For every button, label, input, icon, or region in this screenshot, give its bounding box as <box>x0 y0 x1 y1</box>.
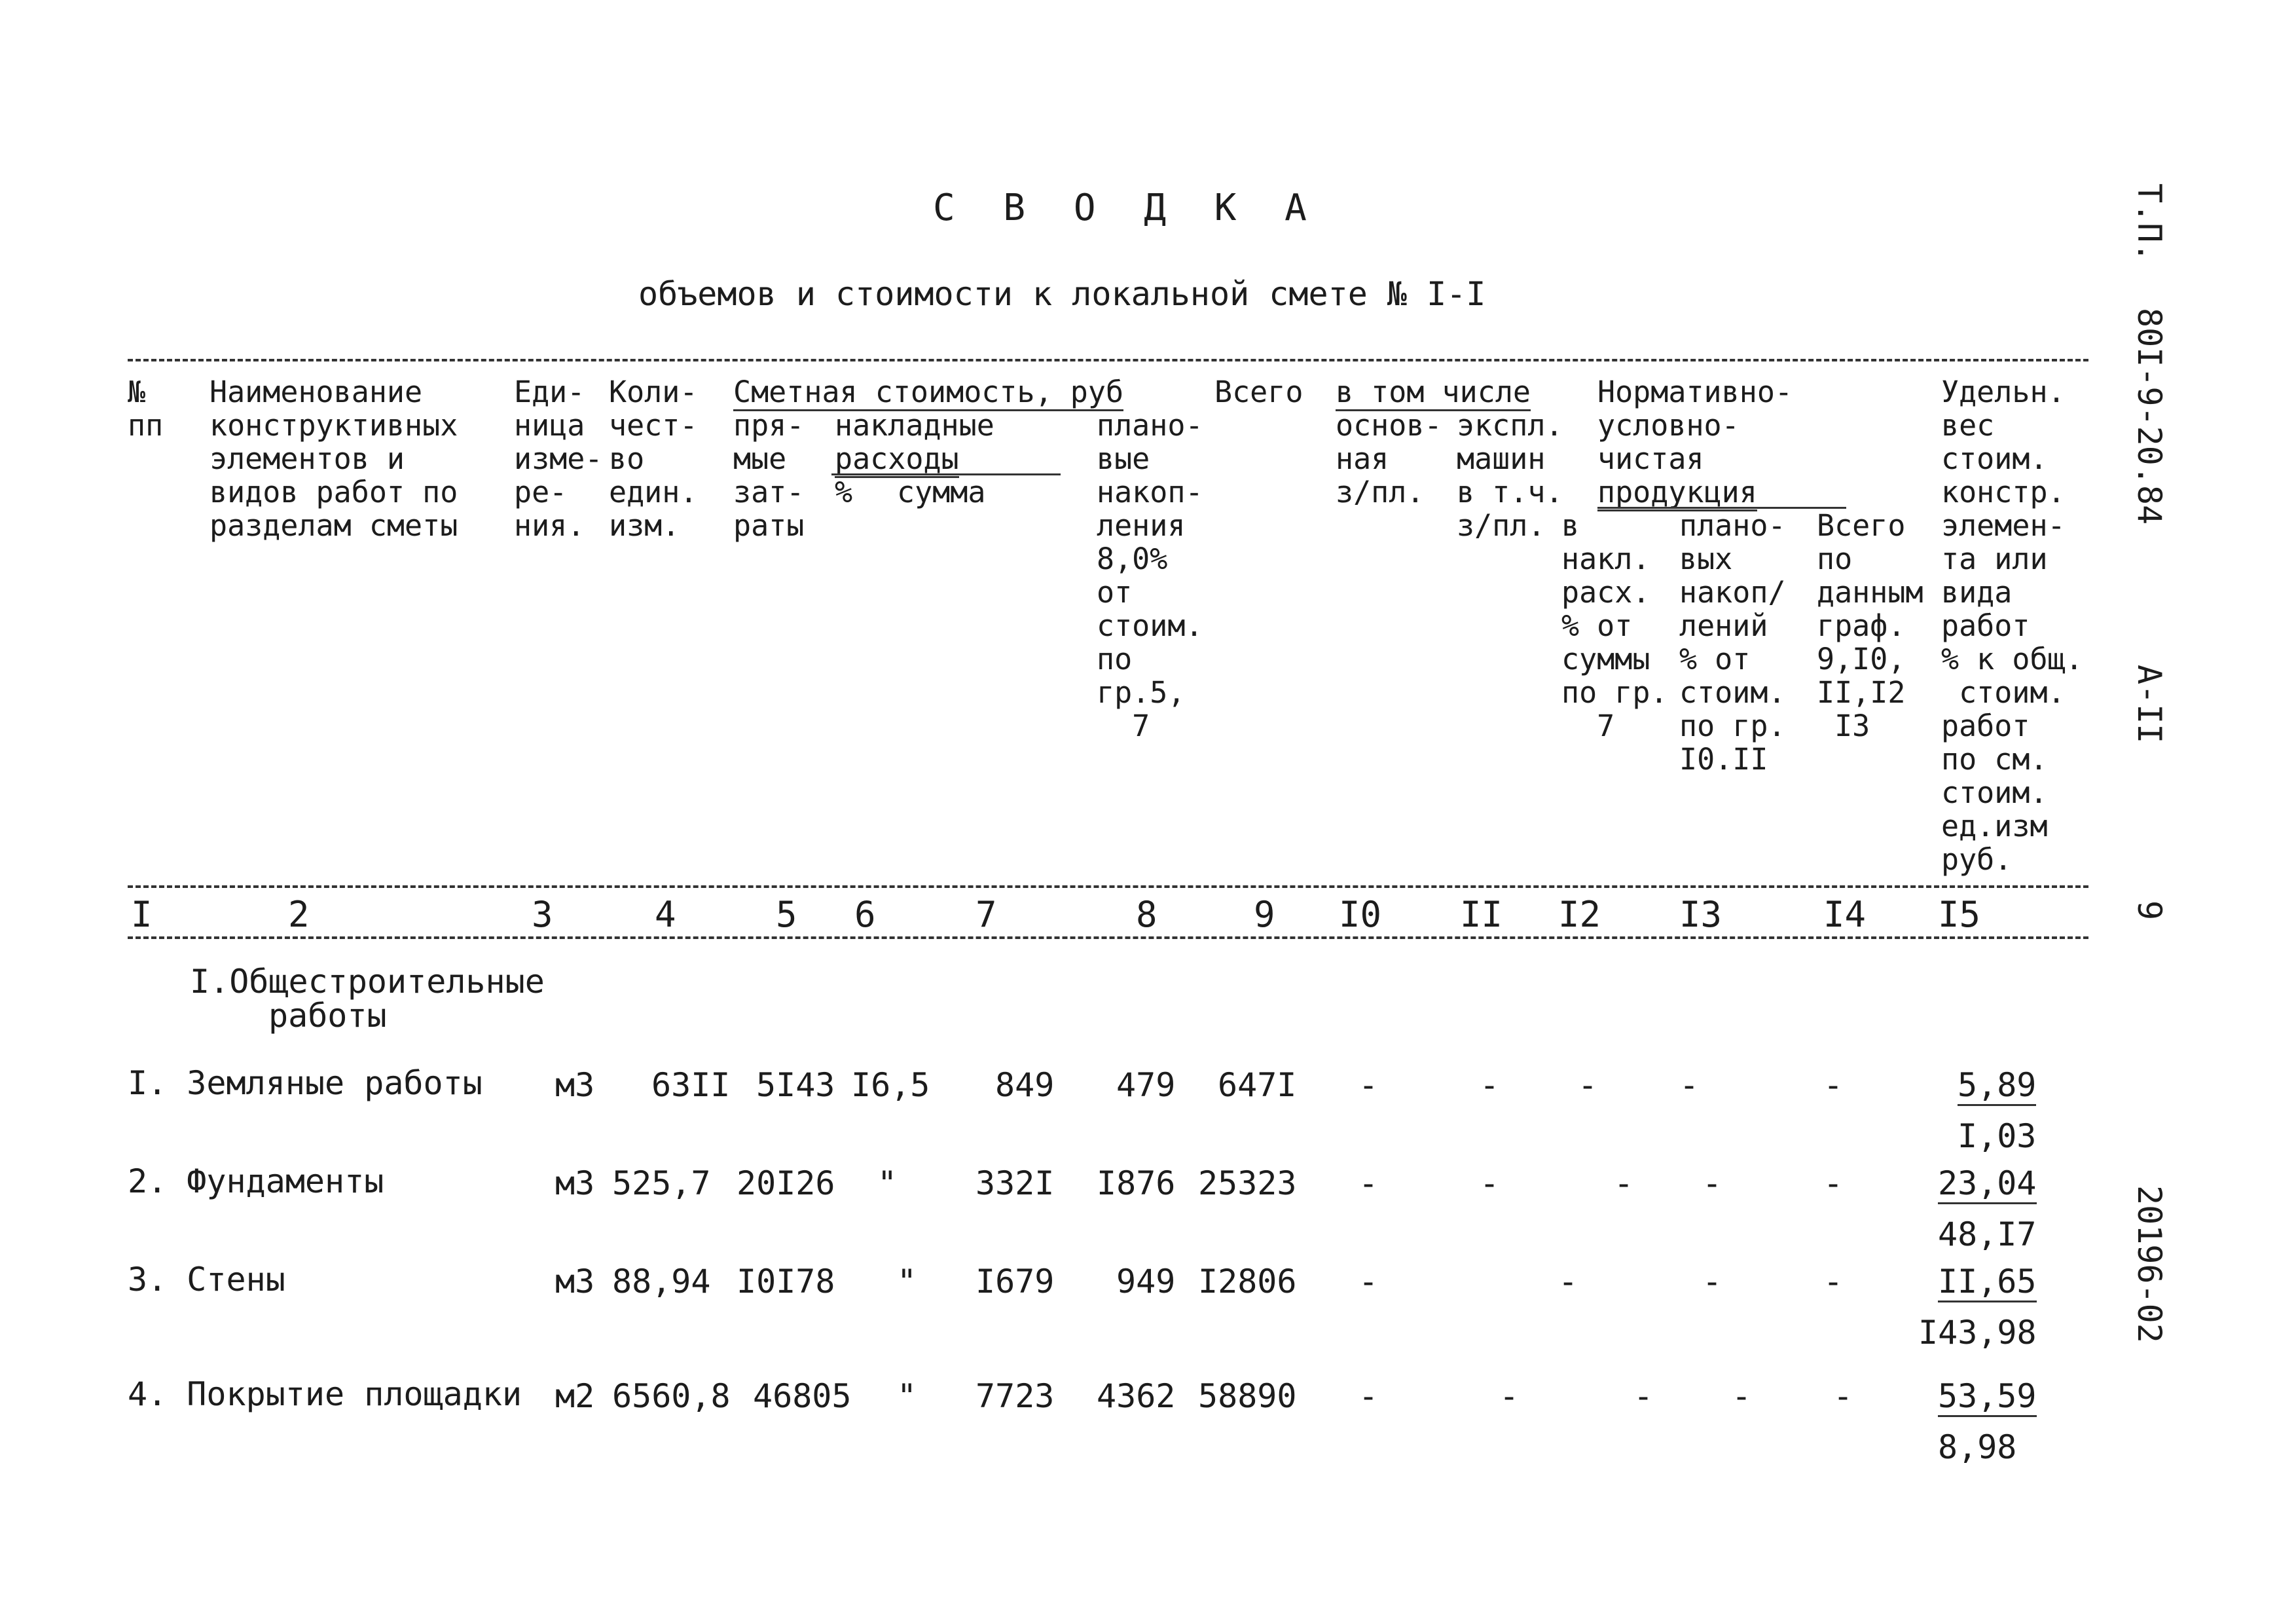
colnum-top-rule <box>128 885 2088 888</box>
section-title: I.Общестроительные <box>190 963 545 1001</box>
row1-dash: - <box>1578 1066 1598 1104</box>
row3-dash: - <box>1358 1263 1379 1301</box>
row4-overhead-sum: 7723 <box>975 1377 1055 1415</box>
col-number-3: 3 <box>532 894 553 935</box>
col-number-14: I4 <box>1823 894 1867 935</box>
colnum-bottom-rule <box>128 936 2088 939</box>
row4-quantity: 6560,8 <box>612 1377 731 1415</box>
header-col-total: Всего <box>1214 375 1303 409</box>
row1-overhead-pct: I6,5 <box>851 1066 930 1104</box>
col-number-10: I0 <box>1339 894 1382 935</box>
row1-dash: - <box>1679 1066 1700 1104</box>
row3-name: 3. Стены <box>128 1261 285 1299</box>
header-group-normative: Нормативно- условно- чистая <box>1597 375 1793 476</box>
row3-ratio-numerator: II,65 <box>1938 1263 2037 1301</box>
header-col-direct-costs: пря- мые зат- раты <box>733 408 805 543</box>
row3-dash: - <box>1702 1263 1722 1301</box>
row4-direct-costs: 46805 <box>753 1377 852 1415</box>
header-top-rule <box>128 359 2088 361</box>
margin-order-number: 20196-02 <box>2130 1185 2168 1343</box>
header-col-unit: Еди- ница изме- ре- ния. <box>514 375 603 543</box>
row2-dash: - <box>1823 1164 1844 1202</box>
row2-quantity: 525,7 <box>612 1164 711 1202</box>
row1-ratio-denominator: I,03 <box>1958 1117 2037 1155</box>
row1-dash: - <box>1480 1066 1500 1104</box>
row3-unit: м3 <box>555 1263 595 1301</box>
margin-album: А-II <box>2130 665 2168 744</box>
col-number-11: II <box>1460 894 1503 935</box>
row2-dash: - <box>1480 1164 1500 1202</box>
row3-dash: - <box>1823 1263 1844 1301</box>
col-number-5: 5 <box>776 894 797 935</box>
col-number-6: 6 <box>854 894 876 935</box>
row4-dash: - <box>1732 1377 1752 1415</box>
header-group-overheads: накладные <box>835 408 994 443</box>
col-number-12: I2 <box>1558 894 1601 935</box>
header-group-estimate-cost: Сметная стоимость, руб <box>733 375 1123 409</box>
header-col-name: Наименование конструктивных элементов и видов работ по разделам сметы <box>210 375 458 543</box>
row4-dash: - <box>1358 1377 1379 1415</box>
header-col-base-wages: основ- ная з/пл. <box>1336 408 1442 509</box>
row4-ratio-numerator: 53,59 <box>1938 1377 2037 1415</box>
row3-overhead-sum: I679 <box>975 1263 1055 1301</box>
row2-planned-savings: I876 <box>1097 1164 1176 1202</box>
col-number-7: 7 <box>975 894 997 935</box>
header-col-total-by-columns: Всего по данным граф. 9,I0, II,I2 I3 <box>1817 508 1923 743</box>
col-number-1: I <box>131 894 153 935</box>
header-col-overhead-sum: сумма <box>897 475 986 509</box>
row2-direct-costs: 20I26 <box>737 1164 835 1202</box>
row1-total: 647I <box>1218 1066 1297 1104</box>
header-col-overhead-wages: в накл. расх. % от суммы по гр. 7 <box>1561 508 1668 743</box>
row4-planned-savings: 4362 <box>1097 1377 1176 1415</box>
row2-overhead-pct: " <box>877 1164 898 1202</box>
row1-ratio-numerator: 5,89 <box>1958 1066 2036 1104</box>
row2-overhead-sum: 332I <box>975 1164 1055 1202</box>
row2-name: 2. Фундаменты <box>128 1162 384 1200</box>
row4-dash: - <box>1833 1377 1853 1415</box>
row4-ratio-denominator: 8,98 <box>1938 1428 2017 1466</box>
row3-total: I2806 <box>1198 1263 1297 1301</box>
header-group-including: в том числе <box>1336 375 1531 409</box>
document-title: С В О Д К А <box>933 187 1320 229</box>
row3-planned-savings: 949 <box>1116 1263 1176 1301</box>
row2-dash: - <box>1614 1164 1634 1202</box>
col-number-13: I3 <box>1679 894 1722 935</box>
row1-dash: - <box>1823 1066 1844 1104</box>
row1-unit: м3 <box>555 1066 595 1104</box>
row4-overhead-pct: " <box>897 1377 917 1415</box>
row3-ratio-denominator: I43,98 <box>1918 1314 2037 1352</box>
document-subtitle: объемов и стоимости к локальной смете № I-I <box>638 275 1486 313</box>
row3-overhead-pct: " <box>897 1263 917 1301</box>
margin-code: 80I-9-20.84 <box>2130 308 2168 525</box>
header-col-quantity: Коли- чест- во един. изм. <box>609 375 698 543</box>
header-col-planned-accumulations: плано- вых накоп/ лений % от стоим. по гр. I0.II <box>1679 508 1786 777</box>
margin-tp: Т.П. <box>2130 183 2168 263</box>
row4-total: 58890 <box>1198 1377 1297 1415</box>
col-number-8: 8 <box>1136 894 1157 935</box>
row2-ratio-numerator: 23,04 <box>1938 1164 2037 1202</box>
row2-ratio-denominator: 48,I7 <box>1938 1215 2037 1253</box>
margin-page-number: 9 <box>2130 900 2168 921</box>
col-number-9: 9 <box>1254 894 1275 935</box>
row2-dash: - <box>1702 1164 1722 1202</box>
row1-quantity: 63II <box>651 1066 731 1104</box>
section-title-line2: работы <box>268 997 387 1035</box>
header-col-planned-savings: плано- вые накоп- ления 8,0% от стоим. по гр.5, 7 <box>1097 408 1203 743</box>
col-number-15: I5 <box>1938 894 1981 935</box>
row3-quantity: 88,94 <box>612 1263 711 1301</box>
header-col-number: № пп <box>128 375 164 443</box>
row2-unit: м3 <box>555 1164 595 1202</box>
row2-dash: - <box>1358 1164 1379 1202</box>
row1-planned-savings: 479 <box>1116 1066 1176 1104</box>
row4-dash: - <box>1499 1377 1520 1415</box>
row1-overhead-sum: 849 <box>995 1066 1055 1104</box>
header-group-overheads-2: расходы <box>835 442 959 475</box>
row1-direct-costs: 5I43 <box>756 1066 835 1104</box>
header-col-machine-operation: экспл. машин в т.ч. з/пл. <box>1457 408 1563 543</box>
col-number-2: 2 <box>288 894 310 935</box>
row3-dash: - <box>1558 1263 1578 1301</box>
col-number-4: 4 <box>655 894 676 935</box>
header-col-overhead-pct: % <box>835 475 853 509</box>
row2-total: 25323 <box>1198 1164 1297 1202</box>
row3-direct-costs: I0I78 <box>737 1263 835 1301</box>
row1-dash: - <box>1358 1066 1379 1104</box>
row4-name: 4. Покрытие площадки <box>128 1375 522 1413</box>
row1-name: I. Земляные работы <box>128 1064 483 1102</box>
row4-unit: м2 <box>555 1377 595 1415</box>
header-group-production: продукция <box>1597 475 1757 509</box>
row4-dash: - <box>1633 1377 1654 1415</box>
header-col-specific-weight: Удельн. вес стоим. констр. элемен- та или вида работ % к общ. стоим. работ по см. стоим. ед.изм руб. <box>1941 375 2083 877</box>
